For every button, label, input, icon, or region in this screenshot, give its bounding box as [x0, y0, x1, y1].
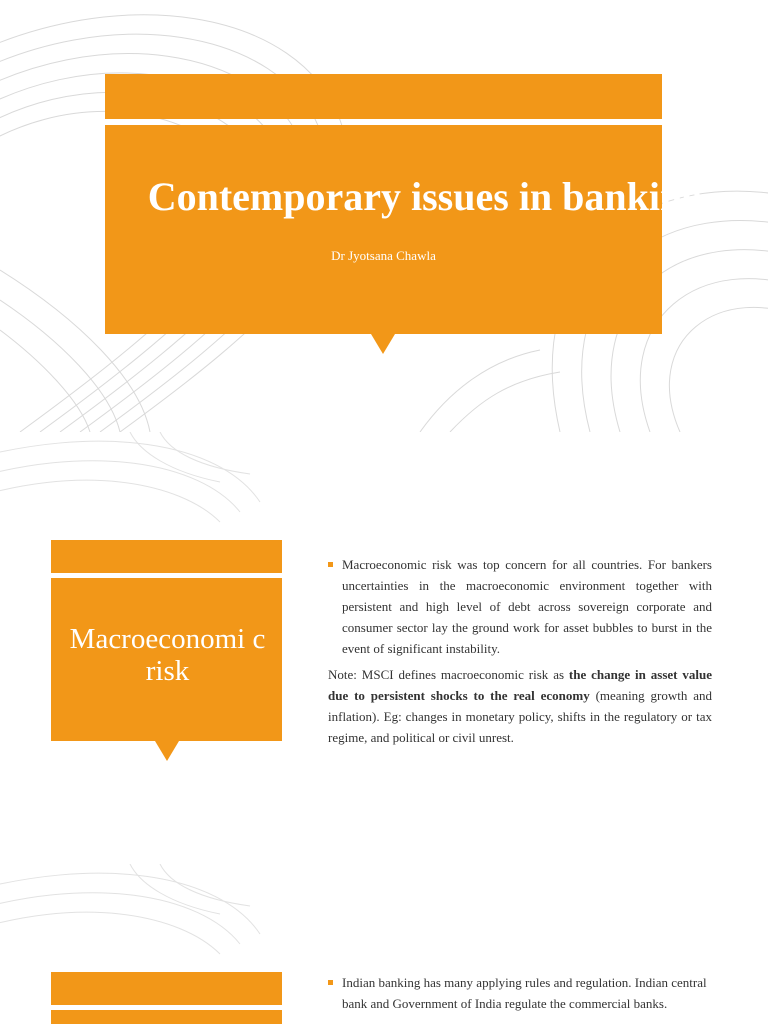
title-box [105, 125, 703, 334]
callout-pointer [371, 334, 395, 354]
bullet-point: Macroeconomic risk was top concern for all countries. For bankers uncertainties in the macroeconomic environment together with persistent and high level of debt across sovereign corporate and consumer sector lay the ground work for asset bubbles to burst in the event of significant instability. [328, 554, 712, 659]
note-paragraph [328, 664, 712, 748]
slide-author: Dr Jyotsana Chawla [331, 248, 436, 263]
slide-body [328, 554, 712, 748]
slide-heading: Macroeconomi c risk [69, 623, 266, 687]
title-accent-bar [105, 74, 662, 119]
bullet-point: Indian banking has many applying rules and regulation. Indian central bank and Government of India regulate the commercial banks. [328, 972, 712, 1014]
callout-pointer [155, 741, 179, 761]
slide-body [328, 972, 712, 1014]
heading-accent-bar [51, 972, 282, 1005]
note-prefix: Note: MSCI defines macroeconomic risk as [328, 667, 569, 682]
macroeconomic-risk-slide [0, 432, 768, 864]
heading-accent-bar [51, 540, 282, 573]
note-emphasis: the change in asset value due to persistent shocks to the real economy [328, 667, 712, 703]
slide-title: Contemporary issues in banking [147, 174, 703, 219]
title-slide [0, 0, 768, 432]
heading-box [51, 1010, 282, 1024]
regulation-slide [0, 864, 768, 1024]
note-suffix: (meaning growth and inflation). Eg: changes in monetary policy, shifts in the regulatory or tax regime, and political or civil unrest. [328, 688, 712, 745]
heading-box [51, 578, 282, 741]
